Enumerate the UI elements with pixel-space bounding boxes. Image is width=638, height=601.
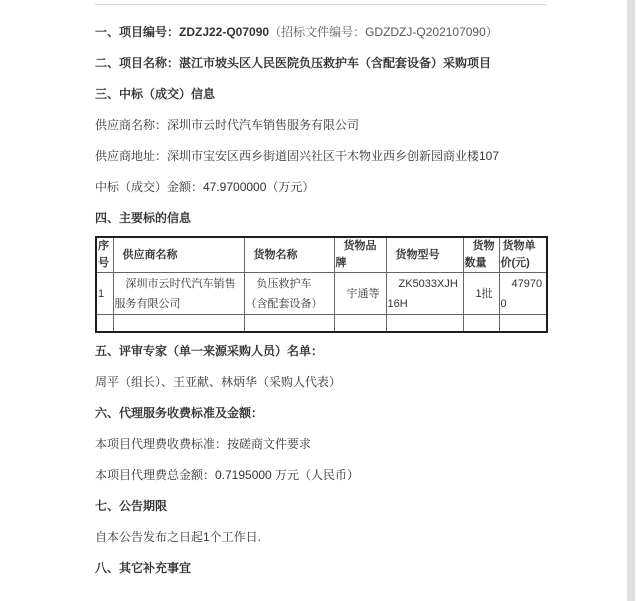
tender-doc-number-note: （招标文件编号：GDZDZJ-Q202107090） (269, 25, 498, 39)
award-amount-line: 中标（成交）金额：47.9700000（万元） (95, 180, 315, 194)
header-cell-seq: 序号 (96, 237, 113, 273)
other-matters-heading: 八、其它补充事宜 (95, 560, 192, 575)
table-row (96, 273, 547, 315)
header-cell-goods-name: 货物名称 (244, 237, 334, 273)
agency-fee-heading: 六、代理服务收费标准及金额： (95, 405, 264, 420)
cell-empty (334, 315, 386, 332)
announcement-content (95, 0, 546, 584)
main-items-heading: 四、主要标的信息 (95, 211, 192, 225)
cell-empty (386, 315, 463, 332)
agency-fee-total-line: 本项目代理费总金额：0.7195000 万元（人民币） (95, 467, 360, 482)
cell-seq: 1 (96, 273, 113, 315)
top-divider (95, 4, 546, 5)
cell-empty (244, 315, 334, 332)
scrollbar-track[interactable] (627, 0, 635, 601)
header-cell-brand: 货物品牌 (334, 237, 386, 273)
notice-period-line: 自本公告发布之日起1个工作日. (95, 529, 262, 544)
cell-unit-price: 479700 (499, 273, 547, 315)
supplier-name-line: 供应商名称：深圳市云时代汽车销售服务有限公司 (95, 118, 360, 132)
cell-model: ZK5033XJH16H (386, 273, 463, 315)
agency-fee-standard-line: 本项目代理费收费标准：按磋商文件要求 (95, 436, 312, 451)
header-cell-unit-price: 货物单价(元) (499, 237, 547, 273)
experts-line: 周平（组长）、王亚献、林炳华（采购人代表） (95, 374, 342, 389)
cell-supplier: 深圳市云时代汽车销售服务有限公司 (113, 273, 244, 315)
cell-quantity: 1批 (463, 273, 499, 315)
project-name-heading: 二、项目名称：湛江市坡头区人民医院负压救护车（含配套设备）采购项目 (95, 56, 492, 70)
project-number-line (95, 17, 546, 48)
cell-empty (463, 315, 499, 332)
experts-heading: 五、评审专家（单一来源采购人员）名单： (95, 343, 324, 358)
cell-empty (96, 315, 113, 332)
supplier-address-line: 供应商地址：深圳市宝安区西乡街道固兴社区干木物业西乡创新园商业楼107 (95, 149, 500, 163)
award-info-heading: 三、中标（成交）信息 (95, 87, 216, 101)
cell-empty (113, 315, 244, 332)
table-empty-row (96, 315, 547, 332)
project-number-heading: 一、项目编号：ZDZJ22-Q07090 (95, 25, 270, 39)
cell-brand: 宇通等 (334, 273, 386, 315)
header-cell-supplier: 供应商名称 (113, 237, 244, 273)
table-header-row (96, 237, 547, 273)
cell-goods-name: 负压救护车（含配套设备） (244, 273, 334, 315)
cell-empty (499, 315, 547, 332)
main-items-table (95, 236, 548, 333)
header-cell-quantity: 货物数量 (463, 237, 499, 273)
notice-period-heading: 七、公告期限 (95, 498, 168, 513)
header-cell-model: 货物型号 (386, 237, 463, 273)
